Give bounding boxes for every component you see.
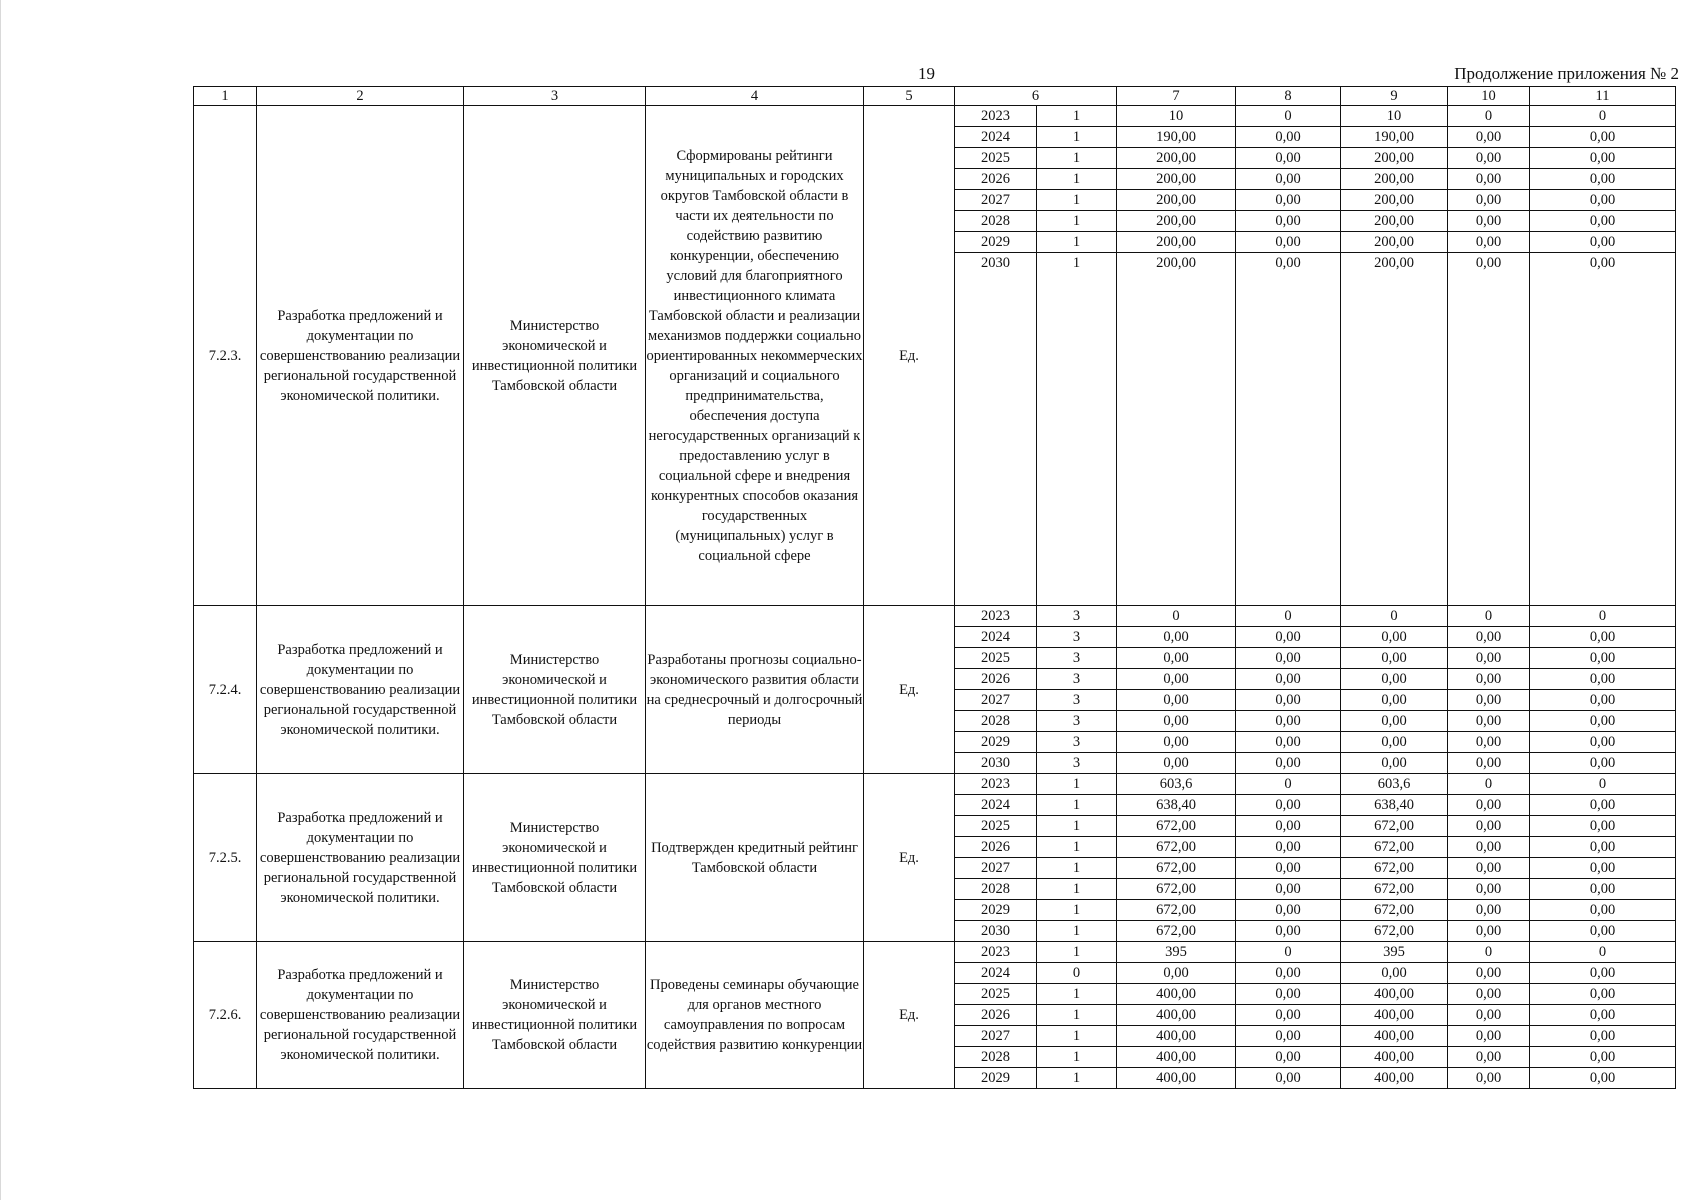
column-header: 9 <box>1341 87 1448 106</box>
total-cell: 200,00 <box>1117 211 1236 232</box>
regional-cell: 200,00 <box>1341 169 1448 190</box>
unit: Ед. <box>864 774 955 942</box>
other-cell: 0,00 <box>1530 1026 1676 1047</box>
page-number: 19 <box>918 64 935 83</box>
measure-name: Разработка предложений и документации по совершенствованию реализации региональной государственной экономической политики. <box>257 606 464 774</box>
local-cell: 0,00 <box>1448 1005 1530 1026</box>
appendix-table <box>193 86 1676 1089</box>
local-cell: 0,00 <box>1448 627 1530 648</box>
regional-cell: 603,6 <box>1341 774 1448 795</box>
federal-cell: 0,00 <box>1236 732 1341 753</box>
local-cell: 0 <box>1448 774 1530 795</box>
local-cell: 0,00 <box>1448 984 1530 1005</box>
federal-cell: 0,00 <box>1236 963 1341 984</box>
federal-cell: 0,00 <box>1236 795 1341 816</box>
federal-cell: 0,00 <box>1236 169 1341 190</box>
total-cell: 0,00 <box>1117 732 1236 753</box>
total-cell: 672,00 <box>1117 837 1236 858</box>
regional-cell: 395 <box>1341 942 1448 963</box>
total-cell: 10 <box>1117 106 1236 127</box>
other-cell: 0,00 <box>1530 627 1676 648</box>
regional-cell: 190,00 <box>1341 127 1448 148</box>
year-cell: 2024 <box>955 963 1037 984</box>
other-cell: 0,00 <box>1530 984 1676 1005</box>
year-cell: 2025 <box>955 648 1037 669</box>
other-cell: 0,00 <box>1530 669 1676 690</box>
federal-cell: 0,00 <box>1236 711 1341 732</box>
expected-result: Проведены семинары обучающие для органов местного самоуправления по вопросам содействия развитию конкуренции <box>646 942 864 1089</box>
indicator-cell: 1 <box>1037 942 1117 963</box>
total-cell: 672,00 <box>1117 900 1236 921</box>
regional-cell: 0,00 <box>1341 711 1448 732</box>
local-cell: 0,00 <box>1448 669 1530 690</box>
regional-cell: 200,00 <box>1341 253 1448 606</box>
total-cell: 0 <box>1117 606 1236 627</box>
year-cell: 2029 <box>955 900 1037 921</box>
year-cell: 2027 <box>955 858 1037 879</box>
local-cell: 0,00 <box>1448 837 1530 858</box>
total-cell: 672,00 <box>1117 879 1236 900</box>
year-cell: 2024 <box>955 627 1037 648</box>
scan-edge <box>0 0 1 1200</box>
regional-cell: 400,00 <box>1341 1005 1448 1026</box>
column-header: 1 <box>194 87 257 106</box>
year-cell: 2029 <box>955 732 1037 753</box>
indicator-cell: 1 <box>1037 900 1117 921</box>
local-cell: 0,00 <box>1448 1026 1530 1047</box>
column-header: 5 <box>864 87 955 106</box>
local-cell: 0,00 <box>1448 732 1530 753</box>
other-cell: 0,00 <box>1530 753 1676 774</box>
total-cell: 0,00 <box>1117 627 1236 648</box>
indicator-cell: 3 <box>1037 648 1117 669</box>
regional-cell: 0,00 <box>1341 627 1448 648</box>
other-cell: 0,00 <box>1530 232 1676 253</box>
year-cell: 2026 <box>955 169 1037 190</box>
regional-cell: 672,00 <box>1341 900 1448 921</box>
indicator-cell: 3 <box>1037 690 1117 711</box>
year-cell: 2025 <box>955 816 1037 837</box>
local-cell: 0,00 <box>1448 753 1530 774</box>
year-cell: 2023 <box>955 942 1037 963</box>
column-header: 7 <box>1117 87 1236 106</box>
federal-cell: 0,00 <box>1236 690 1341 711</box>
indicator-cell: 1 <box>1037 837 1117 858</box>
year-cell: 2029 <box>955 1068 1037 1089</box>
total-cell: 200,00 <box>1117 148 1236 169</box>
local-cell: 0,00 <box>1448 148 1530 169</box>
federal-cell: 0,00 <box>1236 669 1341 690</box>
table-body <box>194 87 1676 1089</box>
local-cell: 0,00 <box>1448 900 1530 921</box>
year-cell: 2028 <box>955 711 1037 732</box>
indicator-cell: 1 <box>1037 1026 1117 1047</box>
indicator-cell: 1 <box>1037 127 1117 148</box>
indicator-cell: 1 <box>1037 253 1117 606</box>
federal-cell: 0,00 <box>1236 148 1341 169</box>
total-cell: 200,00 <box>1117 169 1236 190</box>
responsible-body: Министерство экономической и инвестиционной политики Тамбовской области <box>464 606 646 774</box>
table-row <box>194 106 1676 127</box>
total-cell: 200,00 <box>1117 253 1236 606</box>
other-cell: 0,00 <box>1530 837 1676 858</box>
column-header: 6 <box>955 87 1117 106</box>
other-cell: 0,00 <box>1530 148 1676 169</box>
local-cell: 0,00 <box>1448 232 1530 253</box>
indicator-cell: 3 <box>1037 753 1117 774</box>
column-header: 11 <box>1530 87 1676 106</box>
local-cell: 0,00 <box>1448 211 1530 232</box>
regional-cell: 0,00 <box>1341 648 1448 669</box>
year-cell: 2030 <box>955 253 1037 606</box>
local-cell: 0,00 <box>1448 253 1530 606</box>
federal-cell: 0 <box>1236 106 1341 127</box>
regional-cell: 0 <box>1341 606 1448 627</box>
other-cell: 0 <box>1530 606 1676 627</box>
local-cell: 0,00 <box>1448 1068 1530 1089</box>
indicator-cell: 1 <box>1037 858 1117 879</box>
federal-cell: 0 <box>1236 606 1341 627</box>
local-cell: 0 <box>1448 942 1530 963</box>
local-cell: 0,00 <box>1448 879 1530 900</box>
federal-cell: 0,00 <box>1236 190 1341 211</box>
indicator-cell: 3 <box>1037 627 1117 648</box>
regional-cell: 0,00 <box>1341 732 1448 753</box>
other-cell: 0 <box>1530 106 1676 127</box>
total-cell: 672,00 <box>1117 921 1236 942</box>
indicator-cell: 1 <box>1037 1047 1117 1068</box>
unit: Ед. <box>864 606 955 774</box>
year-cell: 2027 <box>955 190 1037 211</box>
indicator-cell: 1 <box>1037 921 1117 942</box>
total-cell: 672,00 <box>1117 858 1236 879</box>
federal-cell: 0,00 <box>1236 1047 1341 1068</box>
federal-cell: 0,00 <box>1236 837 1341 858</box>
other-cell: 0,00 <box>1530 253 1676 606</box>
other-cell: 0,00 <box>1530 816 1676 837</box>
total-cell: 400,00 <box>1117 1005 1236 1026</box>
table-row <box>194 606 1676 627</box>
year-cell: 2029 <box>955 232 1037 253</box>
year-cell: 2028 <box>955 1047 1037 1068</box>
regional-cell: 672,00 <box>1341 816 1448 837</box>
other-cell: 0,00 <box>1530 1068 1676 1089</box>
year-cell: 2026 <box>955 669 1037 690</box>
federal-cell: 0,00 <box>1236 1005 1341 1026</box>
other-cell: 0,00 <box>1530 711 1676 732</box>
measure-number: 7.2.4. <box>194 606 257 774</box>
year-cell: 2026 <box>955 1005 1037 1026</box>
year-cell: 2027 <box>955 690 1037 711</box>
other-cell: 0,00 <box>1530 1047 1676 1068</box>
indicator-cell: 1 <box>1037 169 1117 190</box>
year-cell: 2028 <box>955 211 1037 232</box>
indicator-cell: 1 <box>1037 774 1117 795</box>
federal-cell: 0,00 <box>1236 984 1341 1005</box>
indicator-cell: 1 <box>1037 106 1117 127</box>
total-cell: 400,00 <box>1117 984 1236 1005</box>
regional-cell: 638,40 <box>1341 795 1448 816</box>
other-cell: 0,00 <box>1530 1005 1676 1026</box>
measure-number: 7.2.3. <box>194 106 257 606</box>
indicator-cell: 3 <box>1037 711 1117 732</box>
other-cell: 0,00 <box>1530 879 1676 900</box>
local-cell: 0,00 <box>1448 858 1530 879</box>
indicator-cell: 1 <box>1037 984 1117 1005</box>
column-header: 4 <box>646 87 864 106</box>
total-cell: 400,00 <box>1117 1068 1236 1089</box>
regional-cell: 672,00 <box>1341 921 1448 942</box>
federal-cell: 0,00 <box>1236 753 1341 774</box>
regional-cell: 0,00 <box>1341 669 1448 690</box>
regional-cell: 672,00 <box>1341 879 1448 900</box>
total-cell: 0,00 <box>1117 963 1236 984</box>
year-cell: 2024 <box>955 127 1037 148</box>
federal-cell: 0,00 <box>1236 879 1341 900</box>
year-cell: 2024 <box>955 795 1037 816</box>
federal-cell: 0,00 <box>1236 900 1341 921</box>
year-cell: 2026 <box>955 837 1037 858</box>
indicator-cell: 3 <box>1037 669 1117 690</box>
indicator-cell: 1 <box>1037 211 1117 232</box>
indicator-cell: 1 <box>1037 879 1117 900</box>
federal-cell: 0,00 <box>1236 1068 1341 1089</box>
indicator-cell: 1 <box>1037 1068 1117 1089</box>
federal-cell: 0,00 <box>1236 816 1341 837</box>
year-cell: 2025 <box>955 984 1037 1005</box>
column-header: 2 <box>257 87 464 106</box>
federal-cell: 0 <box>1236 942 1341 963</box>
total-cell: 603,6 <box>1117 774 1236 795</box>
local-cell: 0,00 <box>1448 190 1530 211</box>
total-cell: 672,00 <box>1117 816 1236 837</box>
total-cell: 190,00 <box>1117 127 1236 148</box>
federal-cell: 0,00 <box>1236 921 1341 942</box>
total-cell: 0,00 <box>1117 648 1236 669</box>
federal-cell: 0,00 <box>1236 127 1341 148</box>
regional-cell: 200,00 <box>1341 211 1448 232</box>
other-cell: 0,00 <box>1530 732 1676 753</box>
local-cell: 0,00 <box>1448 921 1530 942</box>
other-cell: 0,00 <box>1530 190 1676 211</box>
other-cell: 0 <box>1530 774 1676 795</box>
other-cell: 0,00 <box>1530 127 1676 148</box>
local-cell: 0,00 <box>1448 127 1530 148</box>
total-cell: 400,00 <box>1117 1026 1236 1047</box>
local-cell: 0,00 <box>1448 169 1530 190</box>
measure-number: 7.2.6. <box>194 942 257 1089</box>
local-cell: 0,00 <box>1448 816 1530 837</box>
local-cell: 0 <box>1448 606 1530 627</box>
other-cell: 0,00 <box>1530 690 1676 711</box>
expected-result: Подтвержден кредитный рейтинг Тамбовской области <box>646 774 864 942</box>
other-cell: 0,00 <box>1530 858 1676 879</box>
year-cell: 2023 <box>955 774 1037 795</box>
regional-cell: 400,00 <box>1341 1047 1448 1068</box>
federal-cell: 0,00 <box>1236 232 1341 253</box>
indicator-cell: 1 <box>1037 232 1117 253</box>
year-cell: 2030 <box>955 921 1037 942</box>
year-cell: 2028 <box>955 879 1037 900</box>
unit: Ед. <box>864 106 955 606</box>
total-cell: 395 <box>1117 942 1236 963</box>
local-cell: 0,00 <box>1448 1047 1530 1068</box>
regional-cell: 400,00 <box>1341 984 1448 1005</box>
regional-cell: 0,00 <box>1341 963 1448 984</box>
other-cell: 0,00 <box>1530 963 1676 984</box>
federal-cell: 0,00 <box>1236 211 1341 232</box>
indicator-cell: 3 <box>1037 732 1117 753</box>
regional-cell: 672,00 <box>1341 858 1448 879</box>
regional-cell: 400,00 <box>1341 1026 1448 1047</box>
continuation-note: Продолжение приложения № 2 <box>1454 64 1679 83</box>
table-row <box>194 942 1676 963</box>
indicator-cell: 1 <box>1037 190 1117 211</box>
indicator-cell: 1 <box>1037 816 1117 837</box>
local-cell: 0,00 <box>1448 690 1530 711</box>
responsible-body: Министерство экономической и инвестиционной политики Тамбовской области <box>464 774 646 942</box>
local-cell: 0,00 <box>1448 711 1530 732</box>
regional-cell: 400,00 <box>1341 1068 1448 1089</box>
other-cell: 0,00 <box>1530 169 1676 190</box>
year-cell: 2030 <box>955 753 1037 774</box>
responsible-body: Министерство экономической и инвестиционной политики Тамбовской области <box>464 942 646 1089</box>
indicator-cell: 1 <box>1037 1005 1117 1026</box>
total-cell: 200,00 <box>1117 232 1236 253</box>
regional-cell: 0,00 <box>1341 690 1448 711</box>
column-header: 3 <box>464 87 646 106</box>
local-cell: 0,00 <box>1448 795 1530 816</box>
indicator-cell: 0 <box>1037 963 1117 984</box>
other-cell: 0,00 <box>1530 795 1676 816</box>
total-cell: 0,00 <box>1117 690 1236 711</box>
federal-cell: 0,00 <box>1236 627 1341 648</box>
column-header: 8 <box>1236 87 1341 106</box>
other-cell: 0,00 <box>1530 648 1676 669</box>
other-cell: 0,00 <box>1530 900 1676 921</box>
regional-cell: 10 <box>1341 106 1448 127</box>
other-cell: 0 <box>1530 942 1676 963</box>
year-cell: 2027 <box>955 1026 1037 1047</box>
measure-name: Разработка предложений и документации по совершенствованию реализации региональной государственной экономической политики. <box>257 106 464 606</box>
regional-cell: 672,00 <box>1341 837 1448 858</box>
local-cell: 0,00 <box>1448 648 1530 669</box>
measure-name: Разработка предложений и документации по совершенствованию реализации региональной государственной экономической политики. <box>257 774 464 942</box>
expected-result: Разработаны прогнозы социально-экономического развития области на среднесрочный и долгосрочный периоды <box>646 606 864 774</box>
local-cell: 0 <box>1448 106 1530 127</box>
federal-cell: 0 <box>1236 774 1341 795</box>
local-cell: 0,00 <box>1448 963 1530 984</box>
regional-cell: 200,00 <box>1341 232 1448 253</box>
column-header: 10 <box>1448 87 1530 106</box>
total-cell: 0,00 <box>1117 711 1236 732</box>
indicator-cell: 3 <box>1037 606 1117 627</box>
federal-cell: 0,00 <box>1236 858 1341 879</box>
total-cell: 400,00 <box>1117 1047 1236 1068</box>
total-cell: 0,00 <box>1117 753 1236 774</box>
measure-name: Разработка предложений и документации по совершенствованию реализации региональной государственной экономической политики. <box>257 942 464 1089</box>
year-cell: 2023 <box>955 106 1037 127</box>
column-header-row <box>194 87 1676 106</box>
federal-cell: 0,00 <box>1236 648 1341 669</box>
regional-cell: 0,00 <box>1341 753 1448 774</box>
measure-number: 7.2.5. <box>194 774 257 942</box>
regional-cell: 200,00 <box>1341 190 1448 211</box>
expected-result: Сформированы рейтинги муниципальных и городских округов Тамбовской области в части их деятельности по содействию развитию конкуренции, обеспечению условий для благоприятного инвестиционного климата Тамбовской области и реализации механизмов поддержки социально ориентированных некоммерческих организаций и социального предпринимательства, обеспечения доступа негосударственных организаций к предоставлению услуг в социальной сфере и внедрения конкурентных способов оказания государственных (муниципальных) услуг в социальной сфере <box>646 106 864 606</box>
unit: Ед. <box>864 942 955 1089</box>
other-cell: 0,00 <box>1530 211 1676 232</box>
other-cell: 0,00 <box>1530 921 1676 942</box>
federal-cell: 0,00 <box>1236 1026 1341 1047</box>
federal-cell: 0,00 <box>1236 253 1341 606</box>
total-cell: 200,00 <box>1117 190 1236 211</box>
indicator-cell: 1 <box>1037 795 1117 816</box>
year-cell: 2023 <box>955 606 1037 627</box>
year-cell: 2025 <box>955 148 1037 169</box>
regional-cell: 200,00 <box>1341 148 1448 169</box>
table-row <box>194 774 1676 795</box>
responsible-body: Министерство экономической и инвестиционной политики Тамбовской области <box>464 106 646 606</box>
total-cell: 0,00 <box>1117 669 1236 690</box>
total-cell: 638,40 <box>1117 795 1236 816</box>
indicator-cell: 1 <box>1037 148 1117 169</box>
